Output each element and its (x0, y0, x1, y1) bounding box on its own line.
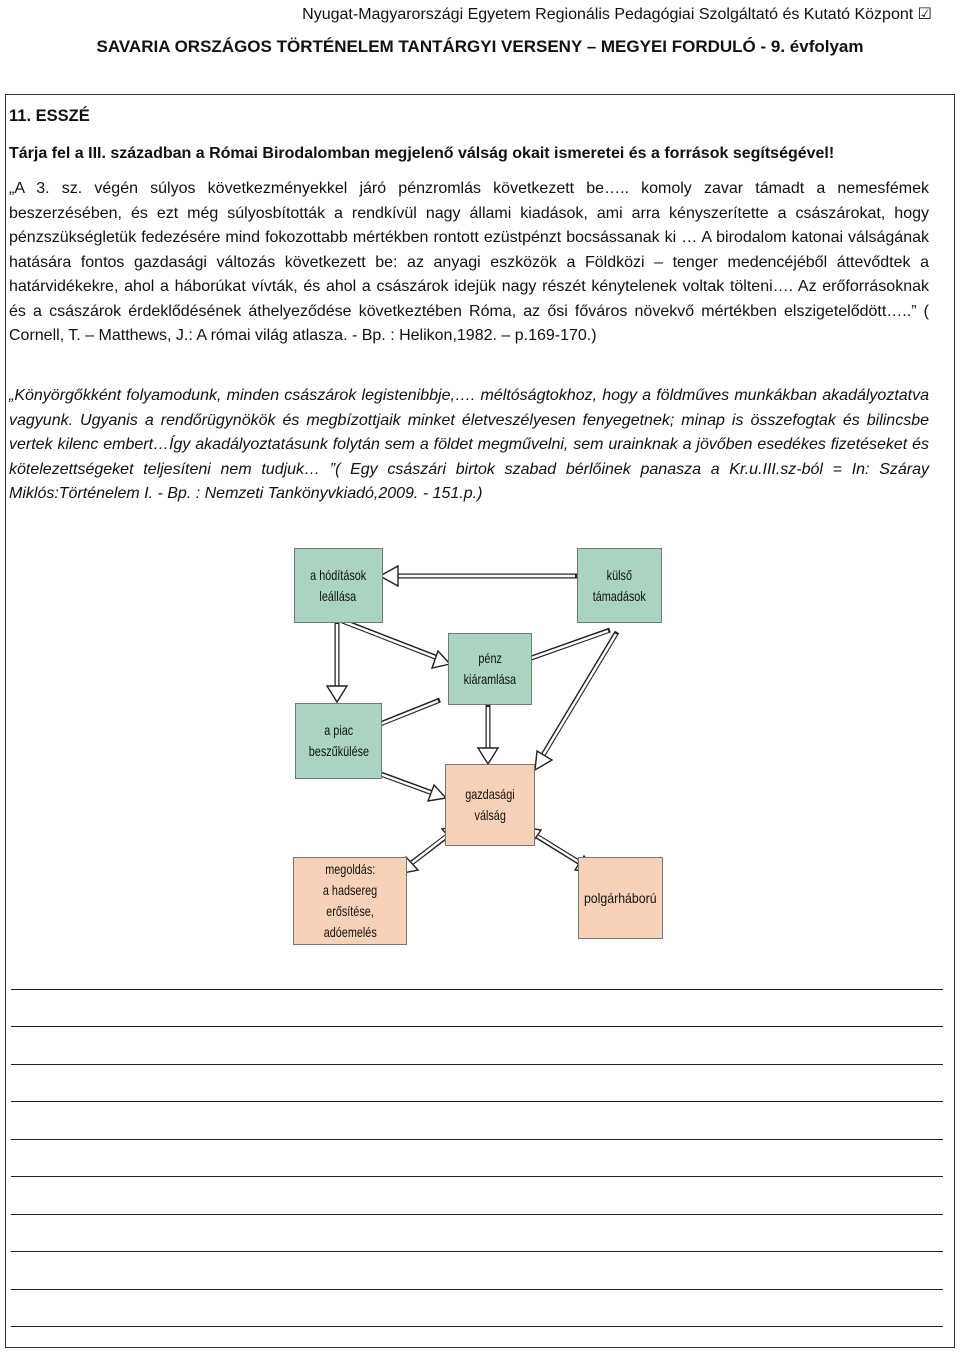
source-quote-1: „A 3. sz. végén súlyos következményekkel járó pénzromlás következett be….. komoly zavar támadt a nemesfémek beszerzésében, és ezt még súlyosbították a rendkívül nagy állami kiadások, ami arra kényszerítette a császárokat, hogy pénzszükségletük fedezésére mind fokozottabb mértékben rontott ezüstpénzt bocsássanak ki … A birodalom katonai válságának hatására fontos gazdasági változás következett be: az anyagi eszközök a Földközi – tenger medencéjéből áttevődtek a határvidékekre, ahol a háborúkat vívták, és ahol a császárok idejük nagy részét kénytelenek voltak tölteni…. Az erőforrásoknak és a császárok érdeklődésének áthelyeződése következtében Róma, az ősi főváros növekvő mértékben elszigetelődött…..” ( Cornell, T. – Matthews, J.: A római világ atlasza. - Bp. : Helikon,1982. – p.169-170.) (9, 180, 929, 344)
checkbox-icon: ☑ (917, 4, 932, 23)
node-gazdasagi-valsag: gazdasági válság (445, 764, 535, 846)
answer-line (11, 1139, 943, 1140)
node-hoditasok-leallasa: a hódítások leállása (294, 548, 383, 623)
answer-line (11, 989, 943, 990)
section-title: 11. ESSZÉ (9, 107, 90, 125)
page-header-competition: SAVARIA ORSZÁGOS TÖRTÉNELEM TANTÁRGYI VERSENY – MEGYEI FORDULÓ - 9. évfolyam (96, 37, 864, 56)
answer-line (11, 1289, 943, 1290)
answer-line (11, 1101, 943, 1102)
page-header-institution: Nyugat-Magyarországi Egyetem Regionális Pedagógiai Szolgáltató és Kutató Központ ☑ (302, 4, 932, 23)
answer-line (11, 1026, 943, 1027)
node-kulso-tamadasok: külső támadások (577, 548, 662, 623)
answer-line (11, 1214, 943, 1215)
answer-line (11, 1326, 943, 1327)
task-statement: Tárja fel a III. században a Római Birodalomban megjelenő válság okait ismeretei és a források segítségével! (9, 145, 835, 162)
node-penz-kiaramlasa: pénz kiáramlása (448, 633, 532, 705)
answer-line (11, 1251, 943, 1252)
answer-line (11, 1064, 943, 1065)
node-megoldas: megoldás: a hadsereg erősítése, adóemelés (293, 857, 407, 945)
source-quote-2: „Könyörgőkként folyamodunk, minden császárok legistenibbje,…. méltóságtokhoz, hogy a földműves munkákban akadályoztatva vagyunk. Ugyanis a rendőrügynökök és megbízottjaik minket életveszélyesen fenyegetnek; minap is összefogtak és bilincsbe vertek kilenc embert…Így akadályoztatásunk folytán sem a földet megművelni, sem urainknak a jövőben esedékes fizetéseket és kötelezettségeket teljesíteni nem tudjuk… ”( Egy császári birtok szabad bérlőinek panasza a Kr.u.III.sz-ból = In: Száray Miklós:Történelem I. - Bp. : Nemzeti Tankönyvkiadó,2009. - 151.p.) (9, 387, 929, 502)
node-polgarhaboru: polgárháború (578, 857, 663, 939)
answer-line (11, 1176, 943, 1177)
node-piac-beszukulese: a piac beszűkülése (295, 703, 382, 779)
